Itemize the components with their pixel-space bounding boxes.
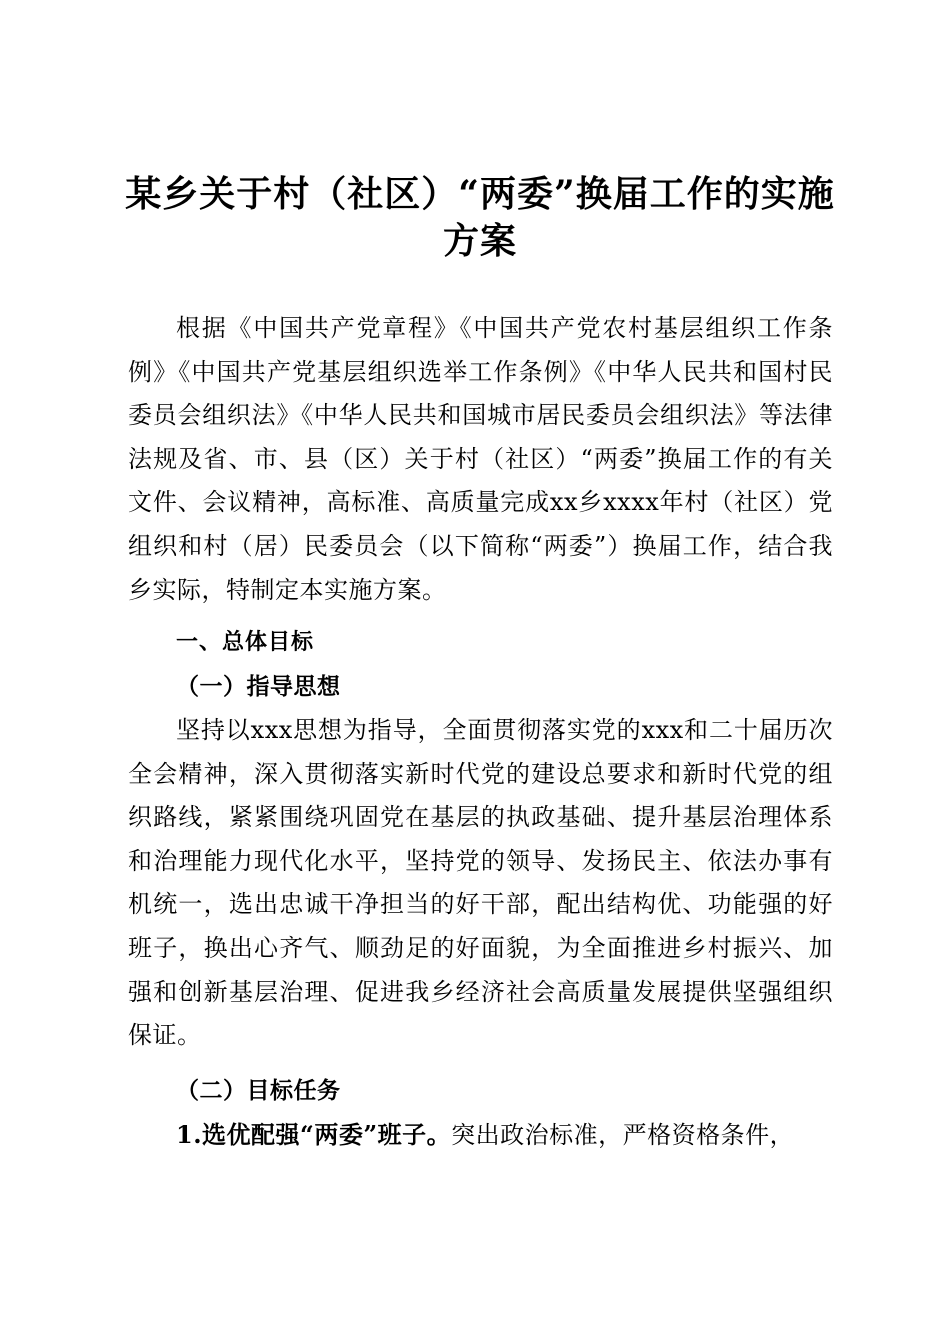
subsection-heading-target-tasks: （二）目标任务 bbox=[176, 1077, 341, 1104]
target-task-item-1 bbox=[128, 1113, 833, 1158]
document-title-line1: 某乡关于村（社区）“两委”换届工作的实施 bbox=[125, 173, 835, 215]
intro-paragraph: 根据《中国共产党章程》《中国共产党农村基层组织工作条例》《中国共产党基层组织选举工作条例》《中华人民共和国村民委员会组织法》《中华人民共和国城市居民委员会组织法》等法律法规及省、市、县（区）关于村（社区）“两委”换届工作的有关文件、会议精神，高标准、高质量完成xx乡xxxx年村（社区）党组织和村（居）民委员会（以下简称“两委”）换届工作，结合我乡实际，特制定本实施方案。 bbox=[128, 314, 833, 604]
target-task-item-1-body: 突出政治标准，严格资格条件， bbox=[451, 1121, 795, 1149]
section-heading-overall-goals: 一、总体目标 bbox=[176, 630, 315, 655]
subsection-heading-guiding-ideology: （一）指导思想 bbox=[176, 673, 341, 700]
document-title-line2: 方案 bbox=[442, 220, 517, 262]
target-task-item-1-lead: 1.选优配强“两委”班子。 bbox=[176, 1120, 452, 1149]
guiding-ideology-paragraph: 坚持以xxx思想为指导，全面贯彻落实党的xxx和二十届历次全会精神，深入贯彻落实新时代党的建设总要求和新时代党的组织路线，紧紧围绕巩固党在基层的执政基础、提升基层治理体系和治理能力现代化水平，坚持党的领导、发扬民主、依法办事有机统一，选出忠诚干净担当的好干部，配出结构优、功能强的好班子，换出心齐气、顺劲足的好面貌，为全面推进乡村振兴、加强和创新基层治理、促进我乡经济社会高质量发展提供坚强组织保证。 bbox=[128, 716, 833, 1050]
